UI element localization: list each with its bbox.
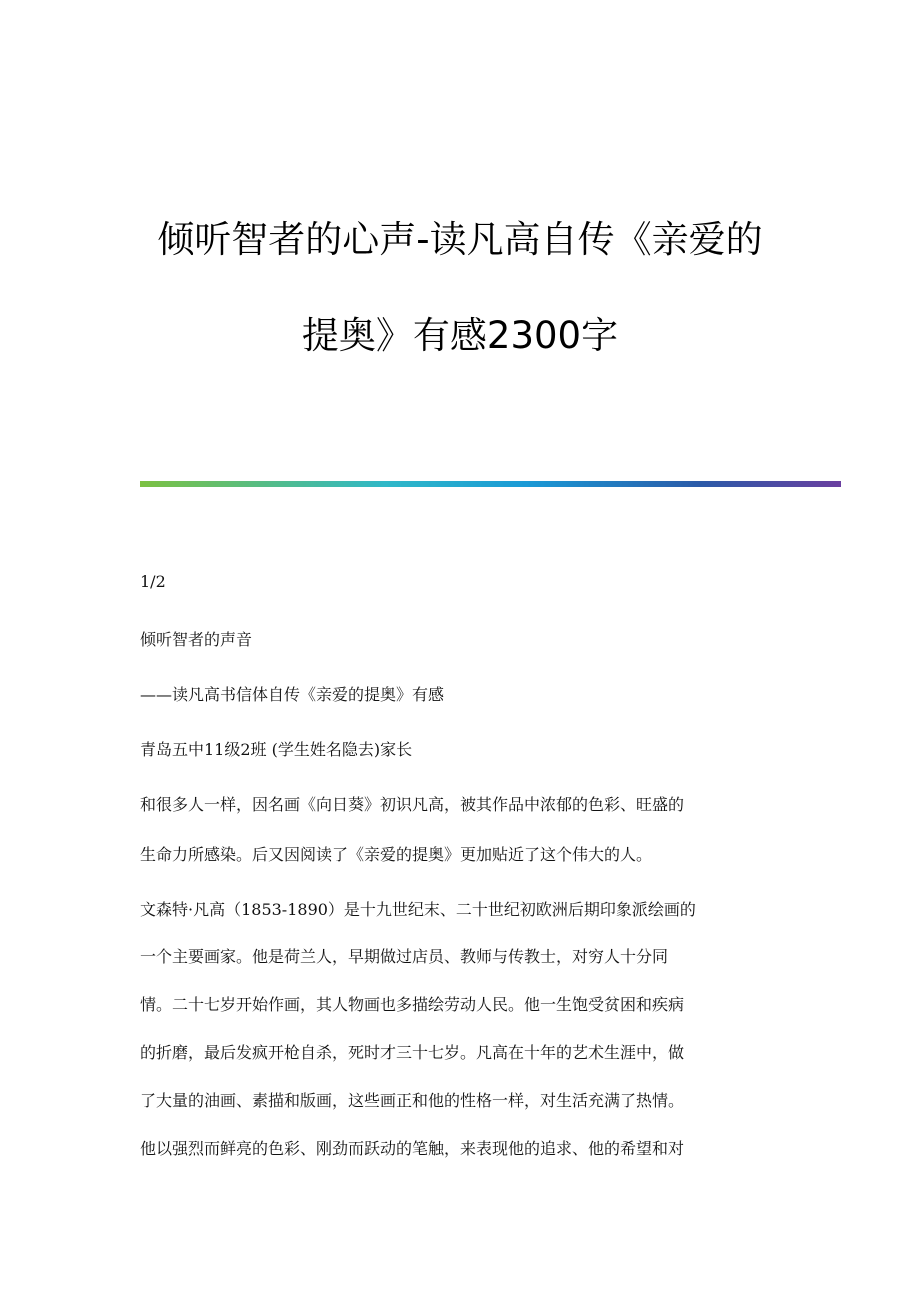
paragraph-2-line-1: 文森特·凡高（1853-1890）是十九世纪末、二十世纪初欧洲后期印象派绘画的 (140, 900, 696, 919)
gradient-divider (140, 481, 841, 487)
paragraph-2-line-4: 的折磨，最后发疯开枪自杀，死时才三十七岁。凡高在十年的艺术生涯中，做 (140, 1043, 685, 1062)
page-indicator: 1/2 (140, 572, 166, 591)
paragraph-1-line-1: 和很多人一样，因名画《向日葵》初识凡高，被其作品中浓郁的色彩、旺盛的 (140, 795, 685, 814)
paragraph-2-line-3: 情。二十七岁开始作画，其人物画也多描绘劳动人民。他一生饱受贫困和疾病 (140, 995, 685, 1014)
author-line: 青岛五中11级2班 (学生姓名隐去)家长 (140, 740, 413, 759)
subtitle-2: ——读凡高书信体自传《亲爱的提奥》有感 (140, 685, 445, 704)
paragraph-2-line-5: 了大量的油画、素描和版画，这些画正和他的性格一样，对生活充满了热情。 (140, 1091, 685, 1110)
paragraph-2-line-2: 一个主要画家。他是荷兰人，早期做过店员、教师与传教士，对穷人十分同 (140, 947, 669, 966)
paragraph-2-line-6: 他以强烈而鲜亮的色彩、刚劲而跃动的笔触，来表现他的追求、他的希望和对 (140, 1139, 685, 1158)
document-title-line-1: 倾听智者的心声-读凡高自传《亲爱的 (157, 218, 763, 261)
subtitle: 倾听智者的声音 (140, 630, 253, 649)
paragraph-1-line-2: 生命力所感染。后又因阅读了《亲爱的提奥》更加贴近了这个伟大的人。 (140, 845, 653, 864)
document-title-line-2: 提奥》有感2300字 (301, 314, 619, 357)
